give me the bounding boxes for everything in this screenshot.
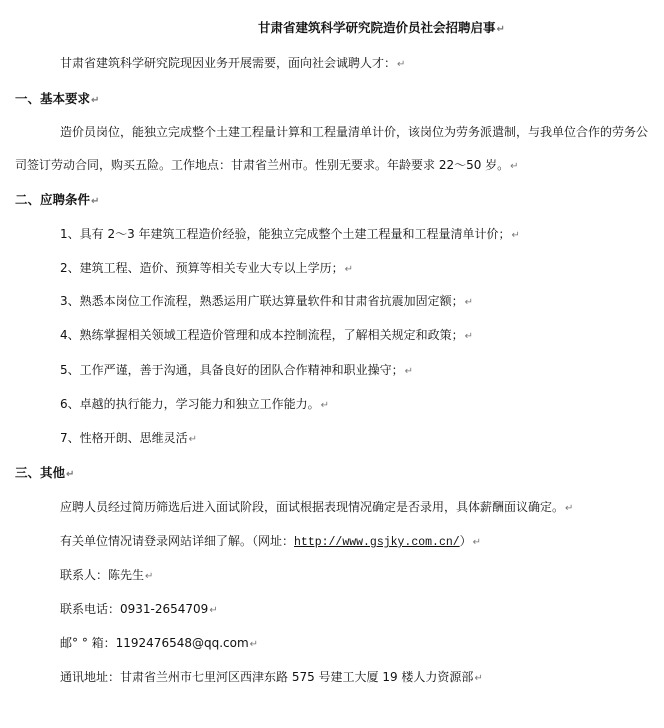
paragraph-mark: ↵ — [397, 59, 406, 70]
paragraph-mark: ↵ — [209, 605, 218, 616]
selection-paragraph: 应聘人员经过简历筛选后进入面试阶段，面试根据表现情况确定是否录用，具体薪酬面议确定。↵ — [60, 500, 574, 514]
condition-item: 3、熟悉本岗位工作流程，熟悉运用广联达算量软件和甘肃省抗震加固定额；↵ — [60, 294, 474, 308]
paragraph-mark: ↵ — [474, 673, 483, 684]
contact-address: 通讯地址：甘肃省兰州市七里河区西津东路 575 号建工大厦 19 楼人力资源部↵ — [60, 670, 483, 684]
paragraph-mark: ↵ — [66, 469, 75, 480]
paragraph-mark: ↵ — [496, 24, 505, 35]
basic-requirements-line2: 司签订劳动合同，购买五险。工作地点：甘肃省兰州市。性别无要求。年龄要求 22～50 岁。↵ — [15, 158, 519, 172]
website-paragraph: 有关单位情况请登录网站详细了解。（网址：http://www.gsjky.com.cn/）↵ — [60, 534, 482, 549]
condition-item: 1、具有 2～3 年建筑工程造价经验，能独立完成整个土建工程量和工程量清单计价；↵ — [60, 227, 520, 241]
paragraph-mark: ↵ — [565, 503, 574, 514]
paragraph-mark: ↵ — [91, 196, 100, 207]
section-heading-conditions: 二、应聘条件↵ — [15, 192, 100, 207]
section-heading-basic: 一、基本要求↵ — [15, 91, 100, 106]
paragraph-mark: ↵ — [404, 366, 414, 377]
paragraph-mark: ↵ — [145, 571, 154, 582]
intro-paragraph: 甘肃省建筑科学研究院现因业务开展需要，面向社会诚聘人才：↵ — [60, 56, 406, 70]
paragraph-mark: ↵ — [464, 297, 474, 308]
paragraph-mark: ↵ — [511, 230, 520, 241]
paragraph-mark: ↵ — [510, 161, 519, 172]
basic-requirements-line1: 造价员岗位，能独立完成整个土建工程量计算和工程量清单计价，该岗位为劳务派遣制，与我单位合作的劳务公 — [60, 125, 649, 139]
paragraph-mark: ↵ — [344, 264, 354, 275]
paragraph-mark: ↵ — [91, 95, 100, 106]
document-title: 甘肃省建筑科学研究院造价员社会招聘启事↵ — [258, 20, 505, 35]
section-heading-other: 三、其他↵ — [15, 465, 75, 480]
contact-person: 联系人：陈先生↵ — [60, 568, 154, 582]
condition-item: 2、建筑工程、造价、预算等相关专业大专以上学历；↵ — [60, 261, 354, 275]
paragraph-mark: ↵ — [249, 639, 259, 650]
paragraph-mark: ↵ — [464, 331, 474, 342]
contact-email: 邮° ° 箱：1192476548@qq.com↵ — [60, 636, 259, 650]
condition-item: 7、性格开朗、思维灵活↵ — [60, 431, 198, 445]
paragraph-mark: ↵ — [320, 400, 330, 411]
contact-phone: 联系电话：0931-2654709↵ — [60, 602, 218, 616]
paragraph-mark: ↵ — [188, 434, 198, 445]
website-link[interactable]: http://www.gsjky.com.cn/ — [294, 536, 460, 549]
paragraph-mark: ↵ — [472, 537, 482, 548]
condition-item: 6、卓越的执行能力，学习能力和独立工作能力。↵ — [60, 397, 330, 411]
condition-item: 5、工作严谨，善于沟通，具备良好的团队合作精神和职业操守；↵ — [60, 363, 414, 377]
condition-item: 4、熟练掌握相关领域工程造价管理和成本控制流程，了解相关规定和政策；↵ — [60, 328, 474, 342]
